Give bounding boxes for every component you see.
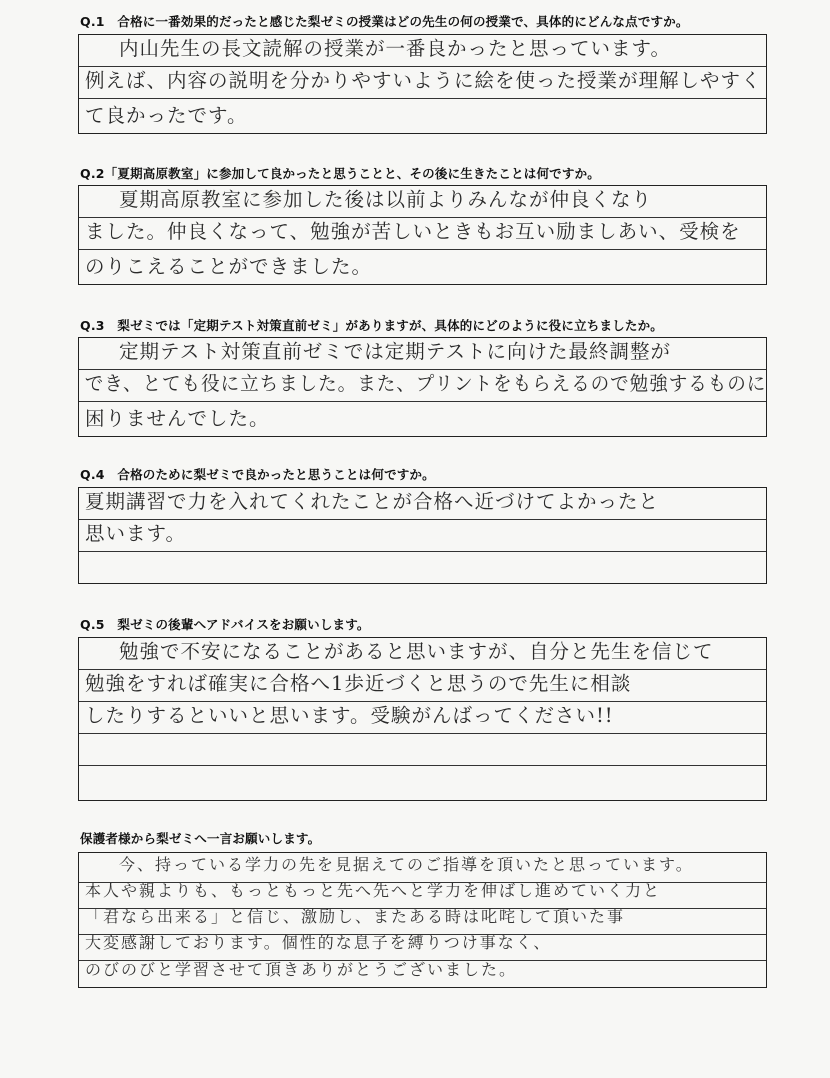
answer-line (79, 370, 766, 402)
answer-line (79, 670, 766, 702)
answer-line (79, 520, 766, 552)
answer-line (79, 961, 766, 987)
handwritten-text: 大変感謝しております。個性的な息子を縛りつけ事なく、 (85, 933, 552, 952)
answer-box-5 (78, 637, 767, 801)
answer-line (79, 552, 766, 583)
parent-comment-title: 保護者様から梨ゼミへ一言お願いします。 (80, 831, 321, 846)
handwritten-text: 例えば、内容の説明を分かりやすいように絵を使った授業が理解しやすく (85, 69, 762, 92)
handwritten-text: 「君なら出来る」と信じ、激励し、またある時は叱咤して頂いた事 (85, 907, 626, 926)
handwritten-text: 思います。 (85, 522, 186, 545)
handwritten-text: したりするといいと思います。受験がんばってください!! (85, 704, 614, 727)
answer-line (79, 488, 766, 520)
answer-line (79, 766, 766, 800)
answer-box-4 (78, 487, 767, 584)
answer-line (79, 35, 766, 67)
handwritten-text: 定期テスト対策直前ゼミでは定期テストに向けた最終調整が (119, 340, 671, 363)
answer-box-1 (78, 34, 767, 134)
handwritten-text: て良かったです。 (85, 104, 248, 127)
answer-line (79, 734, 766, 766)
handwritten-text: 今、持っている学力の先を見据えてのご指導を頂いたと思っています。 (119, 855, 694, 874)
question-2-title: Q.2「夏期高原教室」に参加して良かったと思うことと、その後に生きたことは何ですか。 (80, 166, 600, 181)
answer-line (79, 218, 766, 250)
handwritten-text: 困りませんでした。 (85, 407, 270, 430)
question-4-title: Q.4 合格のために梨ゼミで良かったと思うことは何ですか。 (80, 467, 435, 482)
answer-line (79, 702, 766, 734)
handwritten-text: 夏期高原教室に参加した後は以前よりみんなが仲良くなり (119, 188, 653, 211)
answer-line (79, 99, 766, 133)
answer-line (79, 638, 766, 670)
handwritten-text: 夏期講習で力を入れてくれたことが合格へ近づけてよかったと (85, 490, 660, 513)
answer-box-2 (78, 185, 767, 285)
handwritten-text: 本人や親よりも、もっともっと先へ先へと学力を伸ばし進めていく力と (85, 881, 662, 900)
handwritten-text: でき、とても役に立ちました。また、プリントをもらえるので勉強するものに (84, 372, 767, 395)
handwritten-text: 勉強で不安になることがあると思いますが、自分と先生を信じて (119, 640, 714, 663)
parent-comment-box (78, 852, 767, 988)
answer-line (79, 186, 766, 218)
handwritten-text: 勉強をすれば確実に合格へ1歩近づくと思うので先生に相談 (85, 672, 632, 695)
answer-line (79, 67, 766, 99)
answer-box-3 (78, 337, 767, 437)
handwritten-text: のりこえることができました。 (85, 255, 373, 278)
answer-line (79, 338, 766, 370)
handwritten-text: のびのびと学習させて頂きありがとうございました。 (85, 960, 518, 979)
answer-line (79, 250, 766, 284)
handwritten-text: ました。仲良くなって、勉強が苦しいときもお互い励ましあい、受検を (85, 220, 741, 243)
question-1-title: Q.1 合格に一番効果的だったと感じた梨ゼミの授業はどの先生の何の授業で、具体的にどんな点ですか。 (80, 14, 689, 29)
question-5-title: Q.5 梨ゼミの後輩へアドバイスをお願いします。 (80, 617, 370, 632)
answer-line (79, 402, 766, 436)
question-3-title: Q.3 梨ゼミでは「定期テスト対策直前ゼミ」がありますが、具体的にどのように役に立ちましたか。 (80, 318, 663, 333)
handwritten-text: 内山先生の長文読解の授業が一番良かったと思っています。 (119, 37, 671, 60)
